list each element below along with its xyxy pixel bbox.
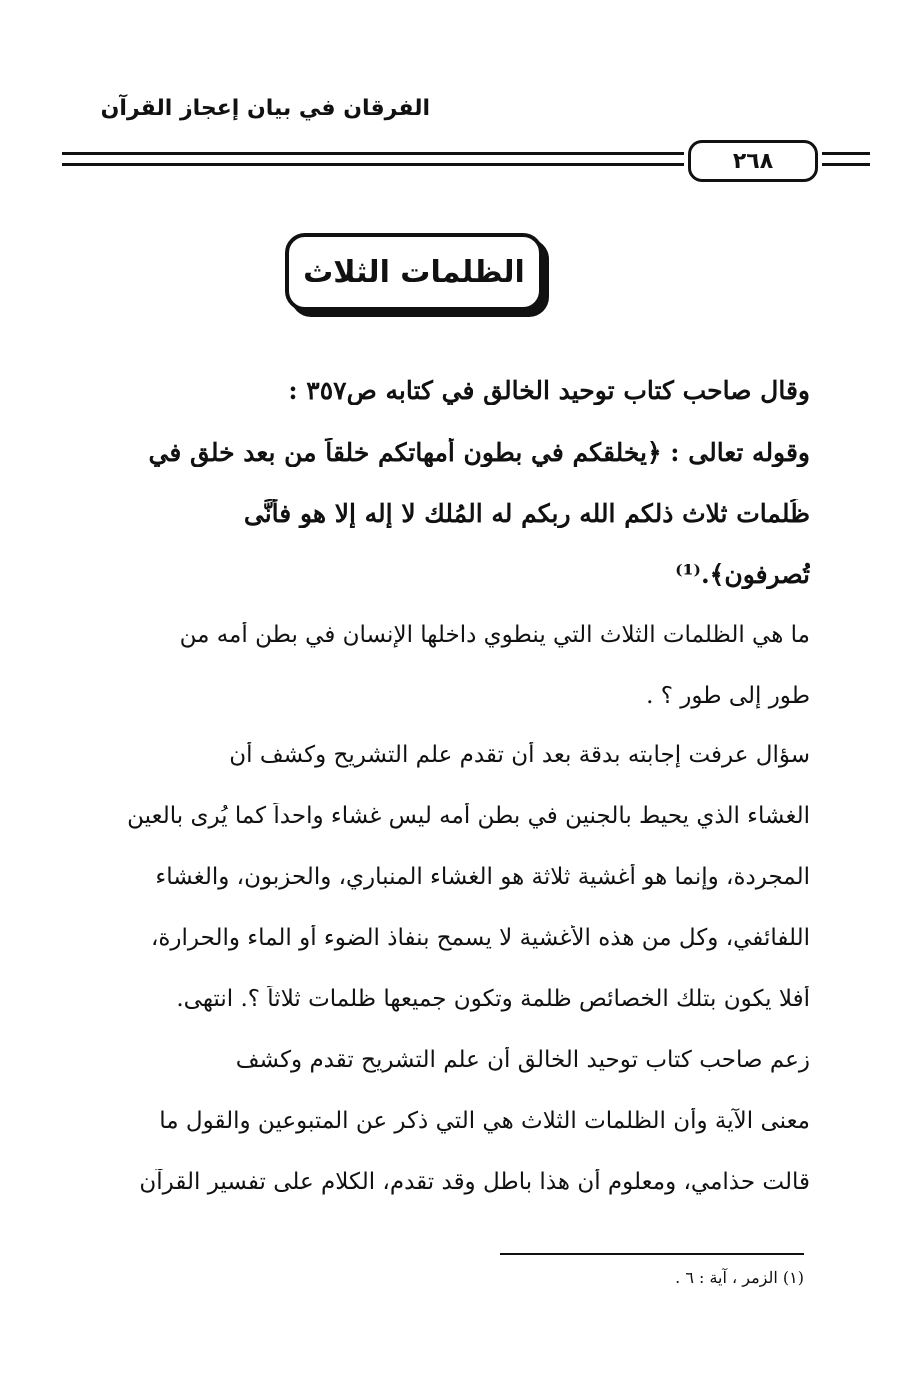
text-line: ما هي الظلمات الثلاث التي ينطوي داخلها الإنسان في بطن أمه من [179,622,810,648]
text-line: اللفائفي، وكل من هذه الأغشية لا يسمح بنفاذ الضوء أو الماء والحرارة، [150,925,810,951]
page-number: ٢٦٨ [688,140,818,182]
running-title: الفرقان في بيان إعجاز القرآن [100,96,430,121]
text-line: ظُلمات ثلاث ذلكم الله ربكم له المُلك لا إله إلا هو فأنَّى [243,499,810,528]
text-line: وقال صاحب كتاب توحيد الخالق في كتابه ص٣٥٧ : [288,376,810,405]
text-line: تُصرفون﴾.⁽¹⁾ [675,560,810,589]
footnote: (١) الزمر ، آية : ٦ . [675,1268,804,1287]
text-line: الغشاء الذي يحيط بالجنين في بطن أمه ليس غشاء واحداً كما يُرى بالعين [127,803,810,829]
text-line: زعم صاحب كتاب توحيد الخالق أن علم التشريح تقدم وكشف [235,1047,810,1073]
section-heading: الظلمات الثلاث [285,233,543,311]
text-line: وقوله تعالى : ﴿يخلقكم في بطون أمهاتكم خلقاً من بعد خلقٍ في [148,438,810,467]
text-line: المجردة، وإنما هو أغشية ثلاثة هو الغشاء المنباري، والحزبون، والغشاء [155,864,810,890]
rule-left-bottom [62,163,684,166]
text-line: سؤال عرفت إجابته بدقة بعد أن تقدم علم التشريح وكشف أن [229,742,810,768]
text-line: طور إلى طور ؟ . [646,683,810,709]
rule-left-top [62,152,684,155]
text-line: قالت حذامي، ومعلوم أن هذا باطل وقد تقدم، الكلام على تفسير القرآن [139,1169,810,1195]
text-line: معنى الآية وأن الظلمات الثلاث هي التي ذكر عن المتبوعين والقول ما [159,1108,810,1134]
header-rule [62,140,807,184]
rule-right-bottom [822,163,870,166]
footnote-rule [500,1253,804,1255]
text-line: أفلا يكون بتلك الخصائص ظلمة وتكون جميعها ظلمات ثلاثاً ؟. انتهى. [176,986,810,1012]
rule-right-top [822,152,870,155]
